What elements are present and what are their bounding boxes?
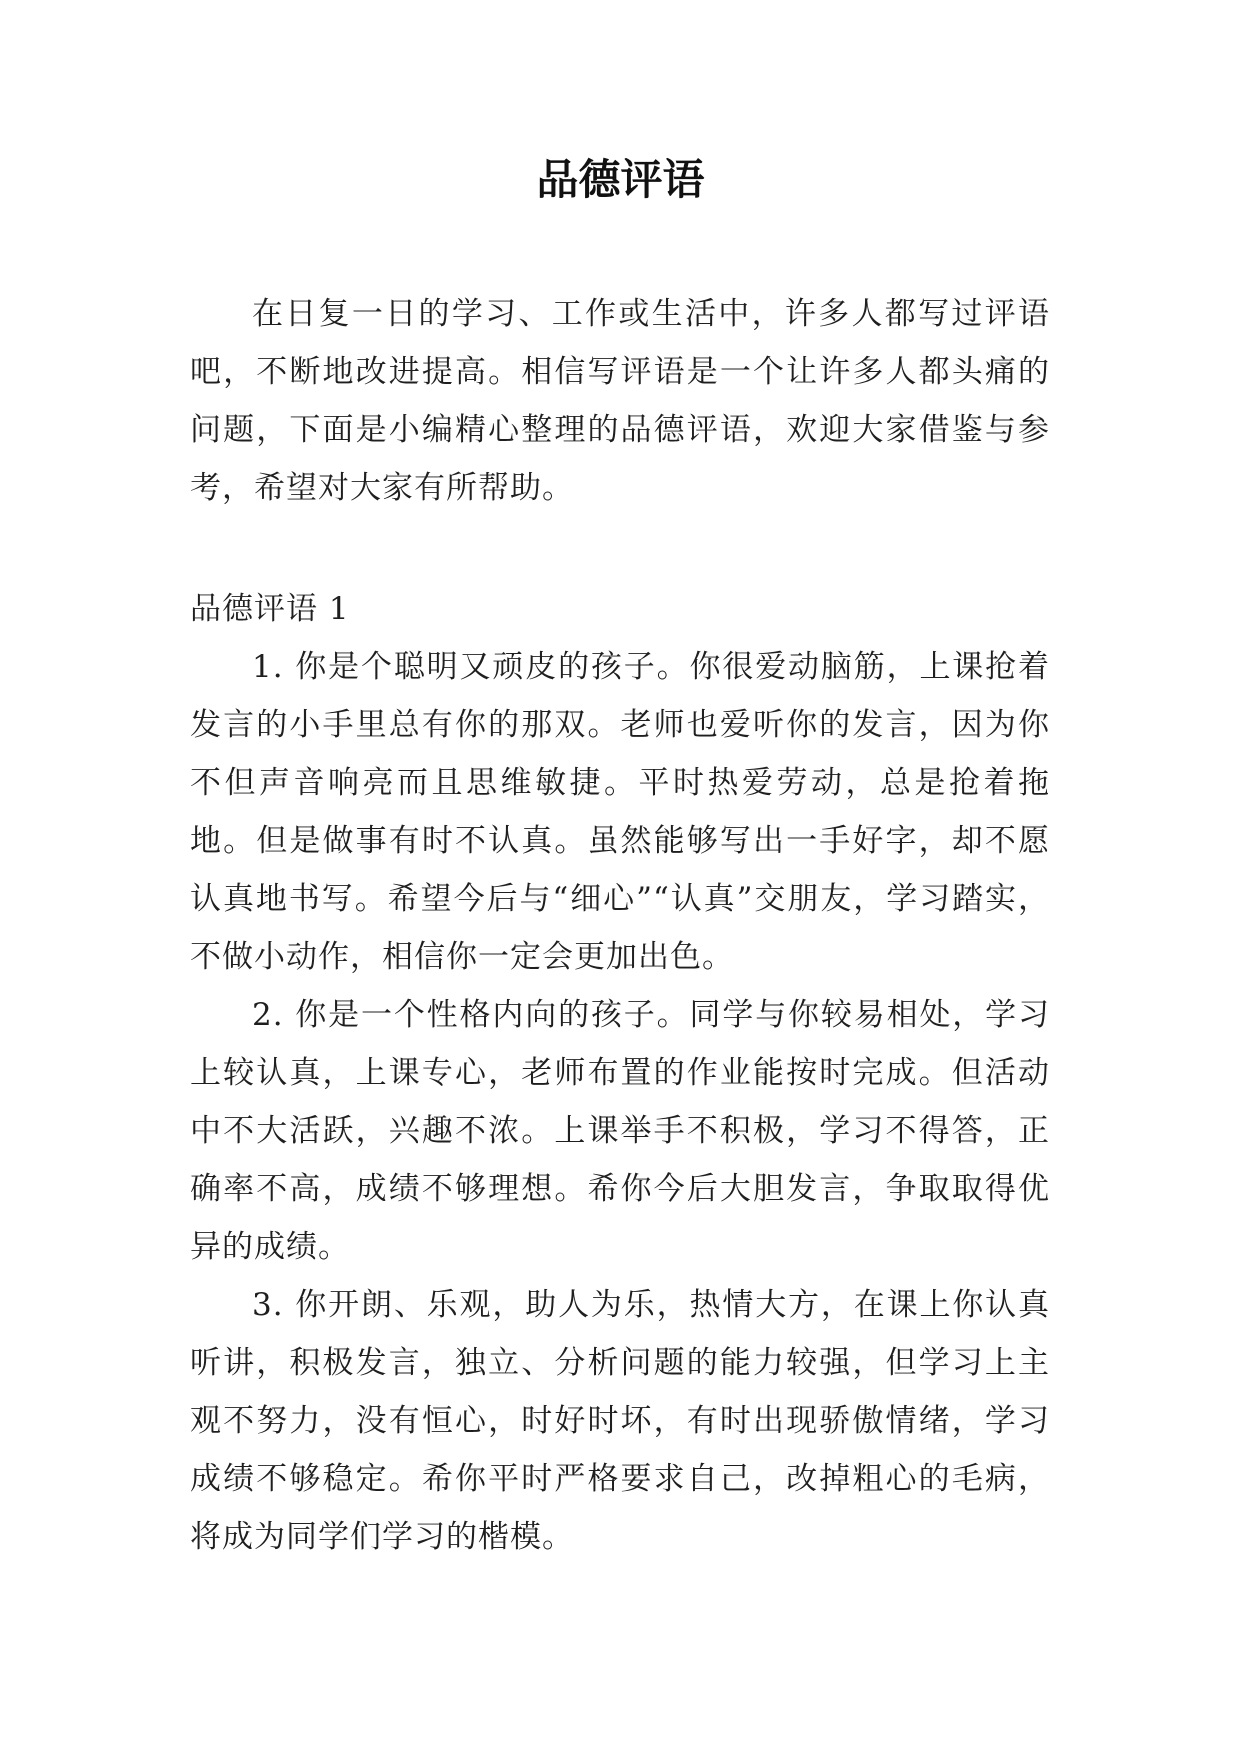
intro-block	[190, 285, 1050, 517]
document-title: 品德评语	[536, 155, 705, 204]
section-1	[190, 580, 1050, 1566]
comment-paragraph-2: 2. 你是一个性格内向的孩子。同学与你较易相处，学习上较认真，上课专心，老师布置的作业能按时完成。但活动中不大活跃，兴趣不浓。上课举手不积极，学习不得答，正确率不高，成绩不够理想。希你今后大胆发言，争取取得优异的成绩。	[190, 997, 1050, 1265]
intro-paragraph: 在日复一日的学习、工作或生活中，许多人都写过评语吧，不断地改进提高。相信写评语是一个让许多人都头痛的问题，下面是小编精心整理的品德评语，欢迎大家借鉴与参考，希望对大家有所帮助。	[190, 296, 1050, 506]
comment-paragraph-3: 3. 你开朗、乐观，助人为乐，热情大方，在课上你认真听讲，积极发言，独立、分析问题的能力较强，但学习上主观不努力，没有恒心，时好时坏，有时出现骄傲情绪，学习成绩不够稳定。希你平时严格要求自己，改掉粗心的毛病，将成为同学们学习的楷模。	[190, 1287, 1050, 1555]
section-heading: 品德评语 1	[190, 591, 350, 627]
comment-paragraph-1: 1. 你是个聪明又顽皮的孩子。你很爱动脑筋，上课抢着发言的小手里总有你的那双。老师也爱听你的发言，因为你不但声音响亮而且思维敏捷。平时热爱劳动，总是抢着拖地。但是做事有时不认真。虽然能够写出一手好字，却不愿认真地书写。希望今后与“细心”“认真”交朋友，学习踏实，不做小动作，相信你一定会更加出色。	[190, 649, 1050, 975]
